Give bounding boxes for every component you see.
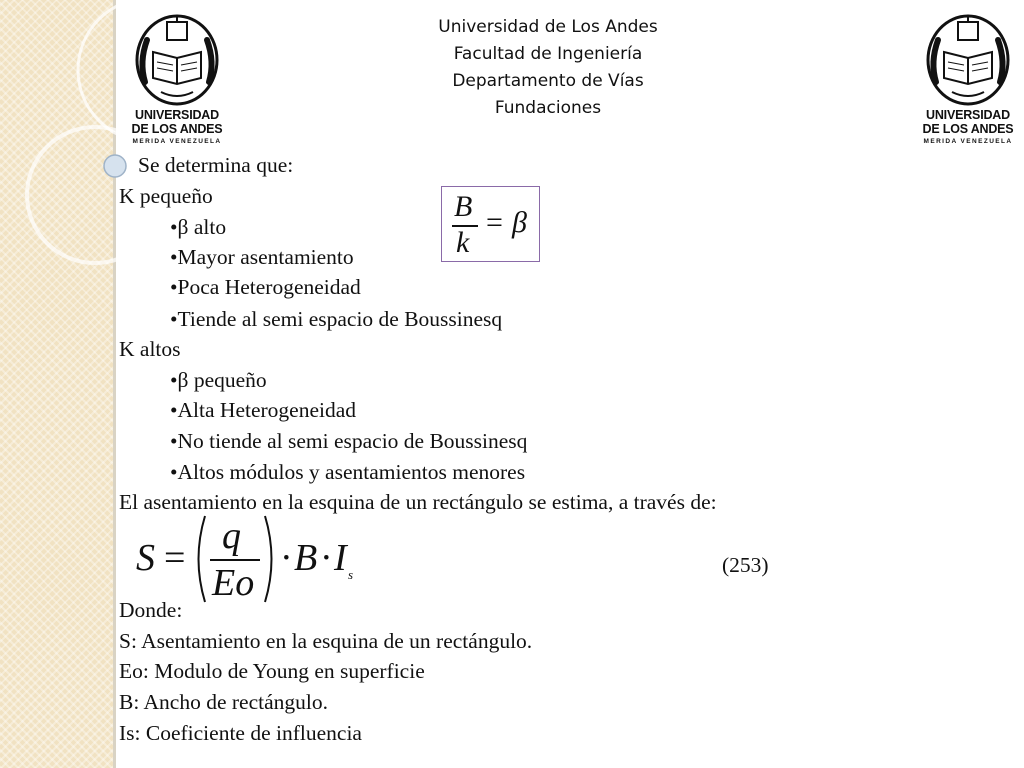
k-small-item: •Mayor asentamiento — [170, 245, 354, 269]
formula-equals: = — [486, 206, 503, 239]
formula-dot: · — [320, 537, 333, 579]
beta-formula — [441, 186, 540, 262]
logo-city: MERIDA VENEZUELA — [923, 138, 1013, 145]
right-paren-icon — [262, 514, 280, 604]
logo-name-line1: UNIVERSIDAD — [926, 108, 1010, 122]
formula-b: B — [294, 537, 318, 579]
left-paren-icon — [190, 514, 208, 604]
k-high-title: K altos — [119, 337, 181, 361]
formula-subscript-s: s — [348, 567, 354, 582]
formula-beta: β — [512, 206, 527, 239]
university-logo-left — [131, 12, 223, 150]
header-faculty: Facultad de Ingeniería — [453, 44, 643, 64]
university-seal-icon — [922, 12, 1014, 106]
formula-denominator: k — [456, 226, 470, 259]
formula-eo: Eo — [212, 562, 255, 604]
formula-equals: = — [164, 537, 186, 579]
logo-city: MERIDA VENEZUELA — [132, 138, 222, 145]
settlement-formula — [130, 512, 390, 607]
where-label: Donde: — [119, 598, 183, 622]
university-seal-icon — [131, 12, 223, 106]
k-small-item: •β alto — [170, 215, 227, 239]
header-department: Departamento de Vías — [452, 71, 644, 91]
definition-item: Eo: Modulo de Young en superficie — [119, 659, 425, 683]
header-university: Universidad de Los Andes — [438, 17, 658, 37]
formula-numerator: B — [454, 190, 473, 223]
estimate-text: El asentamiento en la esquina de un rectángulo se estima, a través de: — [119, 490, 717, 514]
k-small-item: •Tiende al semi espacio de Boussinesq — [170, 307, 503, 331]
slide-header — [330, 14, 766, 122]
definition-item: B: Ancho de rectángulo. — [119, 690, 328, 714]
decorative-sidebar — [0, 0, 113, 768]
k-small-title: K pequeño — [119, 184, 213, 208]
university-logo-right — [922, 12, 1014, 150]
logo-name-line2: DE LOS ANDES — [131, 122, 223, 136]
k-small-item: •Poca Heterogeneidad — [170, 275, 361, 299]
equation-number: (253) — [722, 553, 769, 577]
logo-name-line2: DE LOS ANDES — [922, 122, 1014, 136]
definition-item: Is: Coeficiente de influencia — [119, 721, 362, 745]
formula-s: S — [136, 537, 155, 579]
fraction-bar — [210, 559, 260, 561]
formula-dot: · — [280, 537, 293, 579]
header-course: Fundaciones — [494, 98, 602, 118]
logo-name-line1: UNIVERSIDAD — [135, 108, 219, 122]
k-high-item: •No tiende al semi espacio de Boussinesq — [170, 429, 528, 453]
formula-i: I — [334, 537, 347, 579]
k-high-item: •Alta Heterogeneidad — [170, 398, 357, 422]
k-high-item: •β pequeño — [170, 368, 267, 392]
intro-text: Se determina que: — [138, 153, 294, 177]
sidebar-divider — [113, 0, 116, 768]
formula-q: q — [222, 515, 241, 557]
definition-item: S: Asentamiento en la esquina de un rectángulo. — [119, 629, 533, 653]
k-high-item: •Altos módulos y asentamientos menores — [170, 460, 526, 484]
